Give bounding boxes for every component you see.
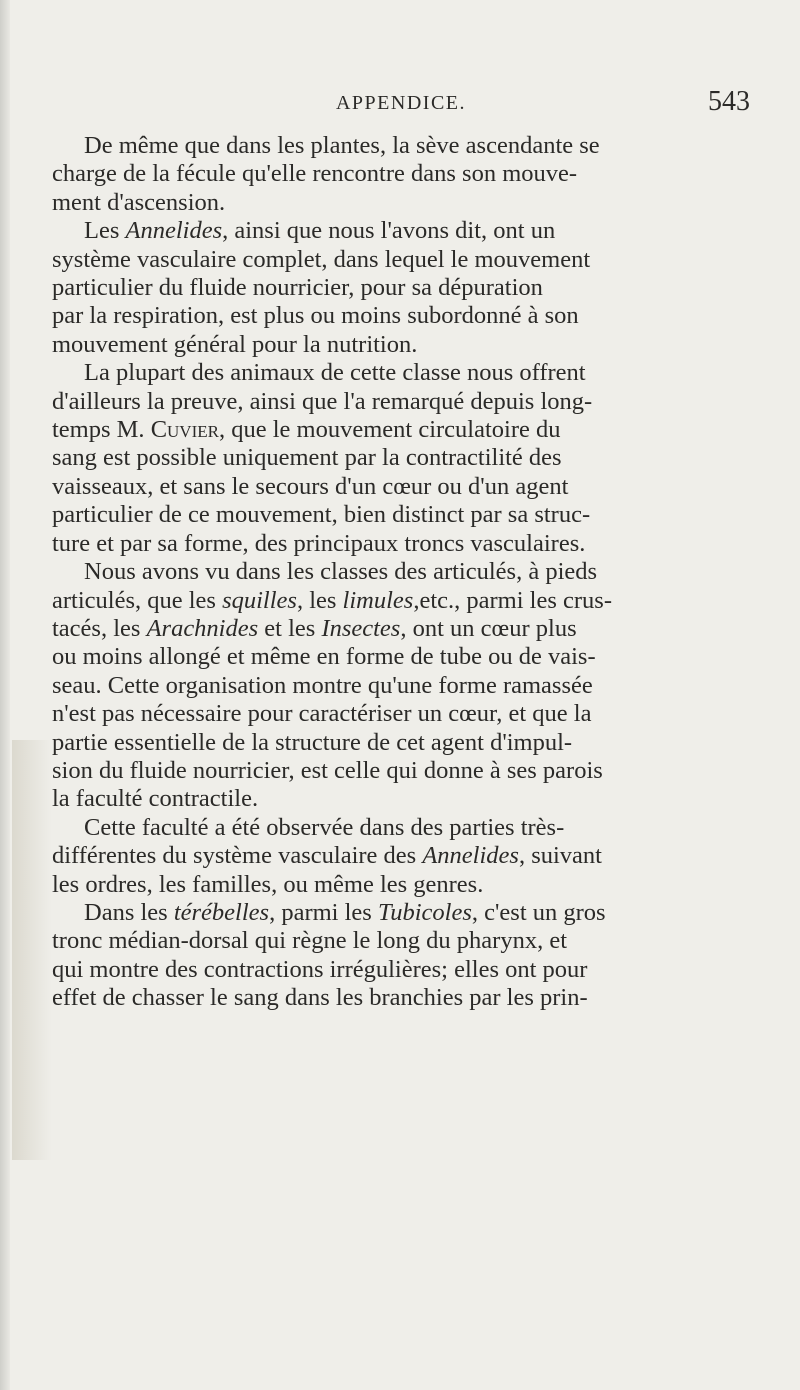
text-segment: Les — [84, 217, 126, 245]
page-header — [52, 86, 750, 132]
text-line — [52, 473, 750, 501]
text-segment: La plupart des animaux de cette classe nous offrent — [84, 359, 586, 387]
text-line — [52, 757, 750, 785]
text-segment: , que le mouvement circulatoire du — [218, 416, 561, 444]
text-line — [52, 530, 750, 558]
paper-stain — [12, 740, 52, 1160]
text-segment: , c'est un gros — [471, 898, 606, 926]
text-segment: ment d'ascension. — [52, 188, 226, 216]
text-segment: particulier du fluide nourricier, pour sa dépuration — [52, 274, 543, 302]
text-segment: Nous avons vu dans les classes des articulés, à pieds — [84, 558, 598, 586]
text-segment: qui montre des contractions irrégulières; elles ont pour — [52, 955, 588, 983]
text-segment: tronc médian-dorsal qui règne le long du pharynx, et — [52, 927, 568, 955]
italic-term: Insectes — [321, 614, 401, 642]
text-segment: partie essentielle de la structure de cet agent d'impul- — [52, 728, 573, 756]
text-segment: , suivant — [518, 842, 602, 870]
text-segment: , parmi les — [269, 898, 378, 926]
text-line — [52, 189, 750, 217]
text-line — [52, 814, 750, 842]
text-segment: la faculté contractile. — [52, 785, 259, 813]
text-line — [52, 984, 750, 1012]
text-line — [52, 501, 750, 529]
text-line — [52, 700, 750, 728]
page-number: 543 — [708, 86, 750, 117]
italic-term: Annelides — [125, 217, 223, 245]
page-spine-shadow — [0, 0, 10, 1390]
text-line — [52, 444, 750, 472]
text-segment: sion du fluide nourricier, est celle qui donne à ses parois — [52, 756, 603, 784]
text-segment: les ordres, les familles, ou même les genres. — [52, 870, 484, 898]
text-segment: , ont un cœur plus — [400, 614, 577, 642]
text-segment: Cette faculté a été observée dans des parties très- — [84, 813, 565, 841]
text-segment: effet de chasser le sang dans les branchies par les prin- — [52, 984, 588, 1012]
running-title: APPENDICE. — [335, 92, 466, 114]
text-segment: mouvement général pour la nutrition. — [52, 330, 418, 358]
text-line — [52, 729, 750, 757]
text-line — [52, 899, 750, 927]
text-line — [52, 302, 750, 330]
text-line — [52, 331, 750, 359]
text-segment: ,etc., parmi les crus- — [413, 586, 612, 614]
text-segment: seau. Cette organisation montre qu'une forme ramassée — [52, 671, 593, 699]
text-line — [52, 643, 750, 671]
text-segment: , ainsi que nous l'avons dit, ont un — [222, 217, 556, 245]
text-line — [52, 956, 750, 984]
text-segment: ou moins allongé et même en forme de tube ou de vais- — [52, 643, 596, 671]
italic-term: Annelides — [422, 842, 519, 870]
text-segment: charge de la fécule qu'elle rencontre dans son mouve- — [52, 160, 578, 188]
text-segment: Dans les — [84, 898, 174, 926]
text-line — [52, 672, 750, 700]
text-line — [52, 587, 750, 615]
text-line — [52, 388, 750, 416]
text-segment: d'ailleurs la preuve, ainsi que l'a remarqué depuis long- — [52, 387, 593, 415]
text-line — [52, 246, 750, 274]
text-segment: sang est possible uniquement par la contractilité des — [52, 444, 562, 472]
text-segment: , les — [296, 586, 343, 614]
italic-term: térébelles — [173, 898, 270, 926]
text-line — [52, 132, 750, 160]
text-segment: différentes du système vasculaire des — [52, 842, 423, 870]
italic-term: limules — [342, 586, 414, 614]
body-text — [52, 132, 750, 1013]
italic-term: Arachnides — [146, 614, 259, 642]
small-caps-name: Cuvier — [150, 416, 219, 444]
text-line — [52, 160, 750, 188]
text-segment: par la respiration, est plus ou moins subordonné à son — [52, 302, 579, 330]
text-segment: articulés, que les — [52, 586, 223, 614]
text-line — [52, 274, 750, 302]
text-line — [52, 871, 750, 899]
book-page — [52, 86, 750, 1013]
text-line — [52, 615, 750, 643]
text-segment: De même que dans les plantes, la sève ascendante se — [84, 132, 600, 159]
text-line — [52, 842, 750, 870]
text-segment: n'est pas nécessaire pour caractériser un cœur, et que la — [52, 700, 592, 728]
text-segment: vaisseaux, et sans le secours d'un cœur ou d'un agent — [52, 472, 569, 500]
italic-term: Tubicoles — [377, 898, 472, 926]
text-line — [52, 217, 750, 245]
text-segment: système vasculaire complet, dans lequel le mouvement — [52, 245, 591, 273]
text-segment: tacés, les — [52, 614, 147, 642]
italic-term: squilles — [222, 586, 297, 614]
text-segment: temps M. — [52, 416, 151, 444]
text-segment: particulier de ce mouvement, bien distinct par sa struc- — [52, 501, 591, 529]
text-line — [52, 416, 750, 444]
text-line — [52, 558, 750, 586]
text-segment: ture et par sa forme, des principaux troncs vasculaires. — [52, 529, 586, 557]
text-line — [52, 359, 750, 387]
text-line — [52, 785, 750, 813]
text-line — [52, 927, 750, 955]
text-segment: et les — [258, 614, 322, 642]
